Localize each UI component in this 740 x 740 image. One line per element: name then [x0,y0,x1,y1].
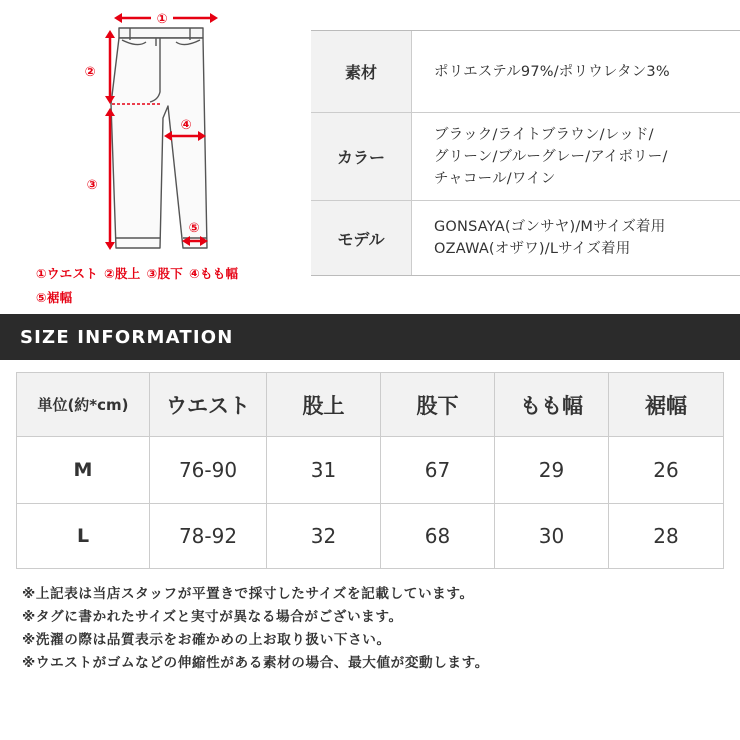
pants-illustration [0,0,300,262]
legend-thigh: ④もも幅 [189,266,239,281]
cell-hem: 26 [609,437,724,504]
cell-rise: 31 [267,437,381,504]
note-line: ※タグに書かれたサイズと実寸が異なる場合がございます。 [22,609,403,625]
spec-label: モデル [311,201,412,275]
note-line: ※ウエストがゴムなどの伸縮性がある素材の場合、最大値が変動します。 [22,655,489,671]
legend-hem: ⑤裾幅 [36,290,73,305]
spec-label: カラー [311,113,412,200]
table-row [17,504,724,569]
spec-label: 素材 [311,31,412,112]
legend-inseam: ③股下 [146,266,184,281]
measurement-notes [22,583,732,675]
marker-waist: ① [156,12,168,27]
size-label: M [17,437,150,504]
note-line: ※洗濯の際は品質表示をお確かめの上お取り扱い下さい。 [22,632,391,648]
size-table [16,372,724,569]
cell-waist: 78-92 [150,504,267,569]
section-header-bar [0,314,740,360]
note-line: ※上記表は当店スタッフが平置きで採寸したサイズを記載しています。 [22,586,474,602]
header-waist: ウエスト [150,373,267,437]
spec-row-material [311,31,740,113]
cell-waist: 76-90 [150,437,267,504]
cell-inseam: 67 [381,437,495,504]
cell-inseam: 68 [381,504,495,569]
pants-diagram [0,0,300,310]
size-label: L [17,504,150,569]
cell-thigh: 30 [495,504,609,569]
legend-waist: ①ウエスト [36,266,99,281]
header-hem: 裾幅 [609,373,724,437]
cell-rise: 32 [267,504,381,569]
cell-hem: 28 [609,504,724,569]
size-table-header-row [17,373,724,437]
header-thigh: もも幅 [495,373,609,437]
marker-inseam: ③ [86,178,98,193]
spec-row-color [311,113,740,201]
cell-thigh: 29 [495,437,609,504]
section-title: SIZE INFORMATION [20,326,234,348]
marker-thigh: ④ [180,118,192,133]
legend-rise: ②股上 [104,266,141,281]
spec-row-model [311,201,740,275]
diagram-legend [36,262,304,310]
product-spec-table [311,30,740,276]
spec-value: ポリエステル97%/ポリウレタン3% [434,63,670,80]
header-rise: 股上 [267,373,381,437]
spec-value: ブラック/ライトブラウン/レッド/ グリーン/ブルーグレー/アイボリー/ チャコール/ワイン [434,126,668,187]
header-inseam: 股下 [381,373,495,437]
header-unit: 単位(約*cm) [17,373,150,437]
marker-rise: ② [84,65,96,80]
table-row [17,437,724,504]
spec-value: GONSAYA(ゴンサヤ)/Mサイズ着用 OZAWA(オザワ)/Lサイズ着用 [434,219,666,257]
marker-hem: ⑤ [188,221,200,236]
